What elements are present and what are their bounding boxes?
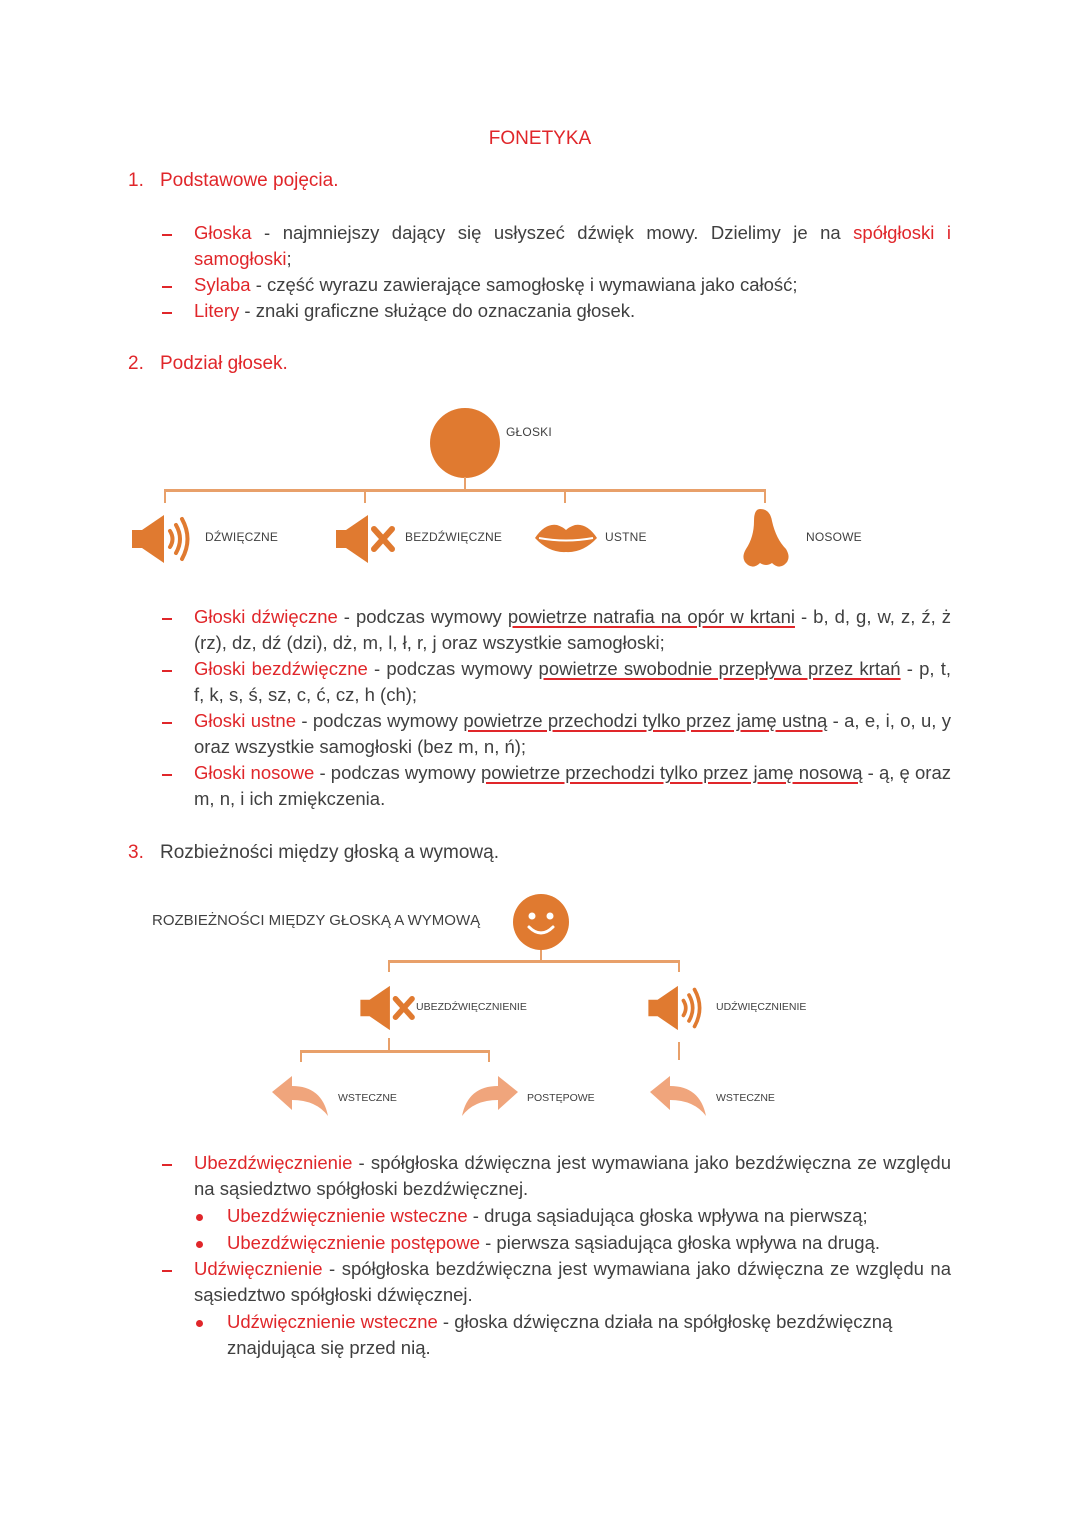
lips-icon (533, 521, 599, 555)
underlined-phrase: powietrze natrafia na opór w krtani (507, 606, 795, 627)
underlined-phrase: powietrze swobodnie przepływa przez krtań (538, 658, 901, 679)
term: Ubezdźwięcznienie (194, 1152, 353, 1173)
connector-line (364, 489, 366, 503)
list-item (194, 708, 951, 760)
term: Ubezdźwięcznienie postępowe (227, 1232, 480, 1253)
text-fragment: - ą, ę oraz m, n, i ich zmiękczenia. (194, 762, 951, 810)
list-item (194, 656, 951, 708)
list-item (194, 1256, 951, 1308)
connector-line (564, 489, 566, 503)
term: Głoski dźwięczne (194, 606, 338, 627)
term: Głoski bezdźwięczne (194, 658, 368, 679)
text-fragment: - podczas wymowy (367, 658, 539, 679)
list-item (194, 1150, 951, 1202)
connector-line (678, 1042, 680, 1060)
term: spółgłoski i samogłoski (194, 222, 951, 270)
list-item (194, 604, 951, 656)
connector-line (388, 960, 390, 972)
punctuation: ; (286, 248, 292, 270)
definition: - głoska dźwięczna działa na spółgłoskę bezdźwięczną znajdująca się przed nią. (227, 1311, 893, 1359)
underlined-phrase: powietrze przechodzi tylko przez jamę nosową (480, 762, 863, 783)
category-label: NOSOWE (806, 530, 862, 544)
definition: - spółgłoska dźwięczna jest wymawiana jako bezdźwięczna ze względu na sąsiedztwo spółgłoski bezdźwięcznej. (194, 1152, 951, 1200)
dash-marker (162, 234, 172, 236)
speaker-sound-icon (646, 984, 708, 1032)
text-fragment: - p, t, f, k, s, ś, sz, c, ć, cz, h (ch); (194, 658, 951, 706)
list-item (194, 220, 951, 272)
underlined-phrase: powietrze przechodzi tylko przez jamę ustną (463, 710, 828, 731)
sub-list-item (227, 1309, 951, 1361)
section-title: Rozbieżności między głoską a wymową. (160, 842, 499, 863)
category-label: UBEZDŹWIĘCZNIENIE (416, 1001, 527, 1013)
definition: - najmniejszy dający się usłyszeć dźwięk mowy. Dzielimy je na (251, 222, 854, 243)
dash-marker (162, 618, 172, 620)
list-item (194, 298, 951, 324)
speaker-sound-icon (130, 513, 196, 565)
term: Głoski ustne (194, 710, 296, 731)
text-fragment: - podczas wymowy (337, 606, 508, 627)
definition: - znaki graficzne służące do oznaczania głosek. (239, 300, 636, 321)
dash-marker (162, 774, 172, 776)
term: Udźwięcznienie wsteczne (227, 1311, 438, 1332)
arrow-back-icon (648, 1074, 708, 1118)
section-title: Podział głosek. (160, 353, 288, 374)
category-label: WSTECZNE (716, 1092, 775, 1104)
dash-marker (162, 1164, 172, 1166)
connector-line (488, 1050, 490, 1062)
smiley-icon (512, 893, 570, 951)
dash-marker (162, 670, 172, 672)
dash-marker (162, 312, 172, 314)
arrow-forward-icon (460, 1074, 520, 1118)
text-fragment: - podczas wymowy (296, 710, 464, 731)
page-title: FONETYKA (488, 128, 592, 149)
section-3-heading (128, 842, 499, 864)
dash-marker (162, 286, 172, 288)
section-number: 2. (128, 353, 144, 374)
arrow-back-icon (270, 1074, 330, 1118)
text-fragment: - podczas wymowy (314, 762, 481, 783)
text-fragment: - b, d, g, w, z, ź, ż (rz), dz, dź (dzi), dż, m, l, ł, r, j oraz wszystkie samogłoski; (194, 606, 952, 654)
connector-line (764, 489, 766, 503)
term: Sylaba (194, 274, 251, 295)
sub-list-item (227, 1230, 951, 1256)
definition: - pierwsza sąsiadująca głoska wpływa na drugą. (479, 1232, 880, 1253)
speaker-mute-icon (334, 513, 400, 565)
list-item (194, 272, 951, 298)
connector-line (300, 1050, 302, 1062)
diagram-root-label: GŁOSKI (506, 425, 552, 439)
connector-line (388, 960, 680, 963)
connector-line (678, 960, 680, 972)
term: Litery (194, 300, 240, 321)
category-label: BEZDŹWIĘCZNE (405, 530, 503, 544)
category-label: WSTECZNE (338, 1092, 397, 1104)
category-label: USTNE (605, 530, 647, 544)
section-number: 3. (128, 842, 144, 863)
definition: - druga sąsiadująca głoska wpływa na pierwszą; (467, 1205, 868, 1226)
definition: - spółgłoska bezdźwięczna jest wymawiana jako dźwięczna ze względu na sąsiedztwo spółgłoski dźwięcznej. (194, 1258, 951, 1306)
category-label: UDŹWIĘCZNIENIE (716, 1001, 807, 1013)
term: Głoska (194, 222, 252, 243)
connector-line (164, 489, 766, 492)
bullet-marker (196, 1214, 203, 1221)
section-title: Podstawowe pojęcia. (160, 170, 339, 191)
term: Ubezdźwięcznienie wsteczne (227, 1205, 468, 1226)
dash-marker (162, 722, 172, 724)
text-fragment: - a, e, i, o, u, y oraz wszystkie samogłoski (bez m, n, ń); (194, 710, 952, 758)
category-label: DŹWIĘCZNE (205, 530, 279, 544)
definition: - część wyrazu zawierające samogłoskę i wymawiana jako całość; (250, 274, 798, 295)
dash-marker (162, 1270, 172, 1272)
connector-line (300, 1050, 490, 1053)
connector-line (164, 489, 166, 503)
section-number: 1. (128, 170, 144, 191)
term: Głoski nosowe (194, 762, 315, 783)
sub-list-item (227, 1203, 951, 1229)
list-item (194, 760, 951, 812)
diagram-root-label: ROZBIEŻNOŚCI MIĘDZY GŁOSKĄ A WYMOWĄ (152, 912, 481, 929)
term: Udźwięcznienie (194, 1258, 323, 1279)
nose-icon (740, 507, 792, 569)
bullet-marker (196, 1241, 203, 1248)
category-label: POSTĘPOWE (527, 1092, 595, 1104)
section-2-heading (128, 353, 288, 375)
circle-icon (430, 408, 500, 478)
bullet-marker (196, 1320, 203, 1327)
section-1-heading (128, 170, 339, 192)
speaker-mute-icon (358, 984, 420, 1032)
